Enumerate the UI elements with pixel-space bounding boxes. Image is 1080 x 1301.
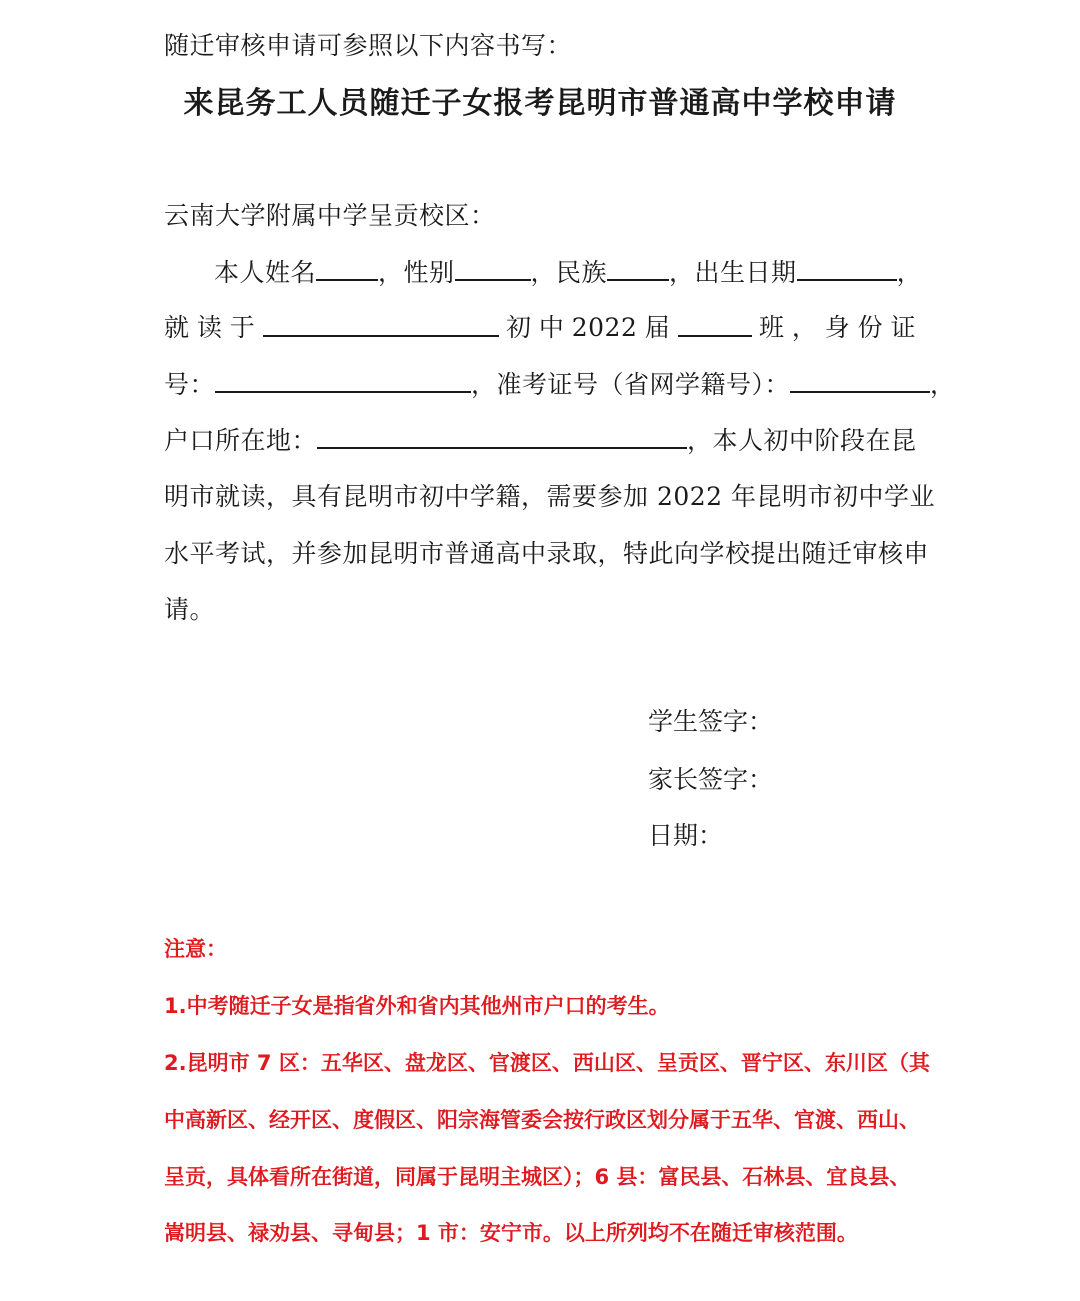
para-line-3 <box>164 367 956 402</box>
para-line-4 <box>164 423 917 458</box>
intro-text: 随迁审核申请可参照以下内容书写： <box>164 31 573 60</box>
addressee: 云南大学附属中学呈贡校区： <box>164 201 496 230</box>
char-zhong: 中 <box>538 313 565 342</box>
gender-label: ，性别 <box>378 258 455 287</box>
char-jie: 届 <box>644 313 671 342</box>
school-blank <box>263 311 499 337</box>
note-2-line-4: 嵩明县、禄劝县、寻甸县；1 市：安宁市。以上所列均不在随迁审核范围。 <box>164 1221 858 1245</box>
line1-end: ， <box>896 258 923 287</box>
gender-blank <box>455 255 531 281</box>
exam-no-label: ，准考证号（省网学籍号）： <box>471 370 791 399</box>
char-fen: 份 <box>857 313 884 342</box>
birthdate-blank <box>797 255 897 281</box>
document-title: 来昆务工人员随迁子女报考昆明市普通高中学校申请 <box>183 86 897 121</box>
exam-no-blank <box>790 367 930 393</box>
name-label: 本人姓名 <box>214 258 317 287</box>
hukou-blank <box>317 423 687 449</box>
hukou-label: 户口所在地： <box>164 426 318 455</box>
note-2-line-3: 呈贡，具体看所在街道，同属于昆明主城区）；6 县：富民县、石林县、宜良县、 <box>164 1165 911 1189</box>
ethnicity-label: ，民族 <box>530 258 608 287</box>
grad-year: 2022 <box>571 313 638 342</box>
char-du: 读 <box>196 313 223 342</box>
id-label: 号： <box>164 370 216 399</box>
notes-heading: 注意： <box>164 937 227 961</box>
note-2-line-2: 中高新区、经开区、度假区、阳宗海管委会按行政区划分属于五华、官渡、西山、 <box>164 1108 920 1132</box>
student-signature-label: 学生签字： <box>648 707 774 736</box>
char-jiu: 就 <box>164 313 190 342</box>
date-label: 日期： <box>648 821 724 850</box>
parent-signature-label: 家长签字： <box>648 765 774 794</box>
para-line-5: 明市就读，具有昆明市初中学籍，需要参加 2022 年昆明市初中学业 <box>164 482 936 511</box>
birthdate-label: ，出生日期 <box>669 258 797 287</box>
para-line-7: 请。 <box>164 595 216 624</box>
char-zheng: 证 <box>890 313 916 342</box>
class-blank <box>678 311 752 337</box>
note-2-line-1: 2.昆明市 7 区：五华区、盘龙区、官渡区、西山区、呈贡区、晋宁区、东川区（其 <box>164 1051 930 1075</box>
para-line-6: 水平考试，并参加昆明市普通高中录取，特此向学校提出随迁审核申 <box>164 539 930 568</box>
line3-end: ， <box>930 370 956 399</box>
char-yu: 于 <box>229 313 256 342</box>
para-line-2 <box>164 311 916 345</box>
id-number-blank <box>215 367 471 393</box>
ethnicity-blank <box>607 255 669 281</box>
char-shen: 身 <box>824 313 851 342</box>
para-line-1 <box>214 255 922 290</box>
line4-text: ，本人初中阶段在昆 <box>687 426 917 455</box>
note-1: 1.中考随迁子女是指省外和省内其他州市户口的考生。 <box>164 994 670 1018</box>
char-chu: 初 <box>505 313 532 342</box>
char-ban: 班 <box>758 313 785 342</box>
comma: ， <box>791 313 818 342</box>
name-blank <box>316 255 378 281</box>
